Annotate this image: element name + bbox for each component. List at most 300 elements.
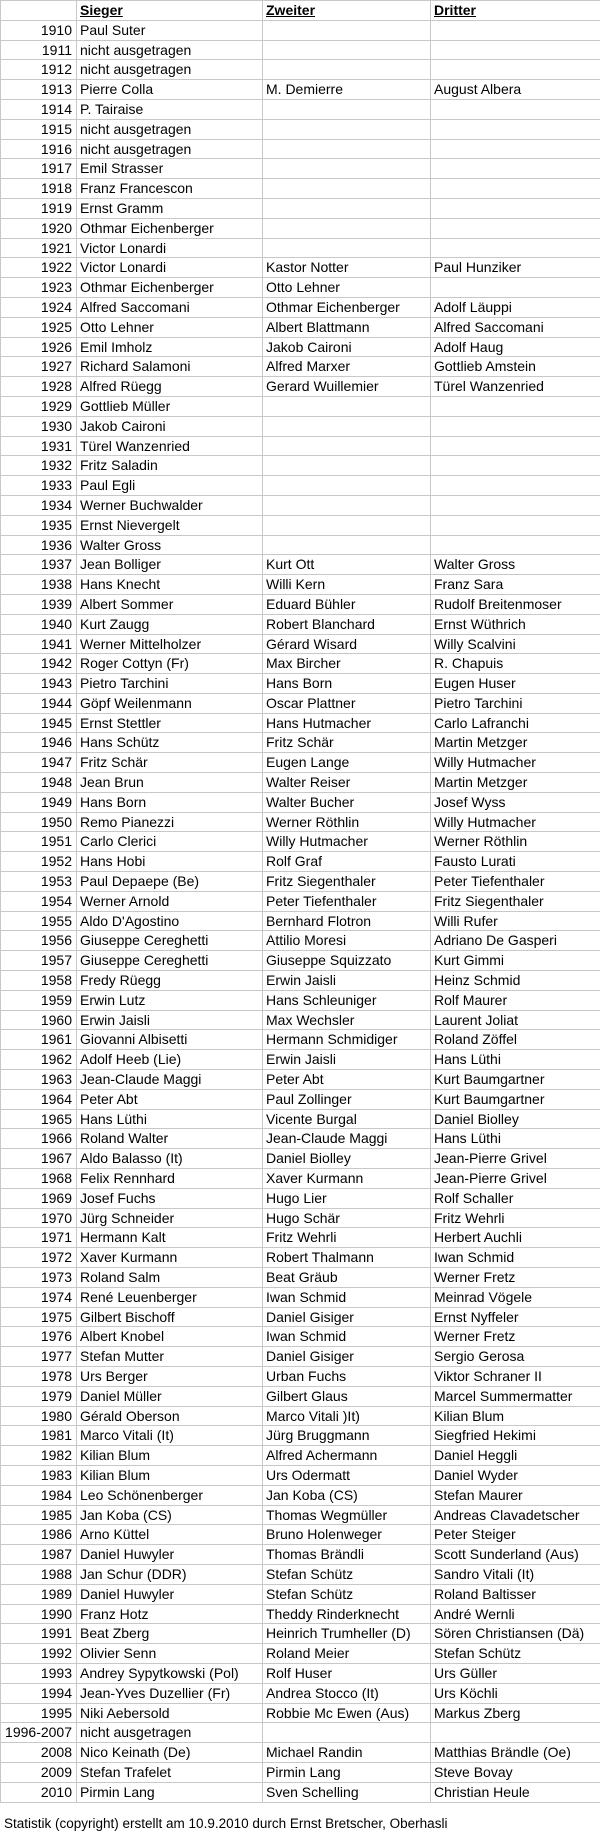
third-cell: Matthias Brändle (Oe) — [431, 1743, 600, 1763]
table-row — [1, 1426, 600, 1446]
winner-cell: nicht ausgetragen — [77, 139, 263, 159]
year-cell: 1925 — [1, 317, 77, 337]
winner-cell: P. Tairaise — [77, 99, 263, 119]
second-cell: Peter Abt — [263, 1070, 431, 1090]
winner-cell: Jan Koba (CS) — [77, 1505, 263, 1525]
winner-cell: Stefan Trafelet — [77, 1762, 263, 1782]
winner-cell: Albert Sommer — [77, 594, 263, 614]
third-cell: André Wernli — [431, 1604, 600, 1624]
third-cell: Rolf Schaller — [431, 1188, 600, 1208]
table-row — [1, 1406, 600, 1426]
table-row — [1, 1248, 600, 1268]
table-row — [1, 1723, 600, 1743]
third-cell: Werner Fretz — [431, 1327, 600, 1347]
second-cell: Paul Zollinger — [263, 1089, 431, 1109]
second-cell — [263, 515, 431, 535]
table-row — [1, 476, 600, 496]
table-row — [1, 1743, 600, 1763]
third-cell — [431, 139, 600, 159]
third-cell — [431, 20, 600, 40]
year-cell: 1938 — [1, 575, 77, 595]
table-row — [1, 1703, 600, 1723]
table-row — [1, 297, 600, 317]
winner-cell: Paul Depaepe (Be) — [77, 872, 263, 892]
year-cell: 1965 — [1, 1109, 77, 1129]
second-cell: Andrea Stocco (It) — [263, 1683, 431, 1703]
second-cell — [263, 396, 431, 416]
table-row — [1, 436, 600, 456]
winner-cell: Carlo Clerici — [77, 832, 263, 852]
second-cell: Otto Lehner — [263, 278, 431, 298]
year-cell: 1964 — [1, 1089, 77, 1109]
year-cell: 1958 — [1, 971, 77, 991]
table-row — [1, 674, 600, 694]
winner-cell: Fredy Rüegg — [77, 971, 263, 991]
third-cell — [431, 278, 600, 298]
third-cell: Christian Heule — [431, 1782, 600, 1802]
year-cell: 1955 — [1, 911, 77, 931]
second-cell: Michael Randin — [263, 1743, 431, 1763]
second-cell: Fritz Schär — [263, 733, 431, 753]
year-cell: 1956 — [1, 931, 77, 951]
third-cell: Fritz Wehrli — [431, 1208, 600, 1228]
second-cell: Daniel Biolley — [263, 1149, 431, 1169]
second-cell: Stefan Schütz — [263, 1564, 431, 1584]
second-cell — [263, 456, 431, 476]
second-cell: Iwan Schmid — [263, 1287, 431, 1307]
third-cell: Jean-Pierre Grivel — [431, 1169, 600, 1189]
year-cell: 1933 — [1, 476, 77, 496]
year-cell: 1942 — [1, 654, 77, 674]
table-row — [1, 1683, 600, 1703]
year-cell: 1941 — [1, 634, 77, 654]
third-cell: Marcel Summermatter — [431, 1386, 600, 1406]
winner-cell: Fritz Saladin — [77, 456, 263, 476]
table-row — [1, 1545, 600, 1565]
winner-cell: Kilian Blum — [77, 1446, 263, 1466]
table-row — [1, 852, 600, 872]
winner-cell: Emil Strasser — [77, 159, 263, 179]
winner-cell: Richard Salamoni — [77, 357, 263, 377]
second-cell: Gérard Wisard — [263, 634, 431, 654]
winner-cell: Jan Schur (DDR) — [77, 1564, 263, 1584]
third-cell: Kurt Baumgartner — [431, 1070, 600, 1090]
third-cell: Sören Christiansen (Dä) — [431, 1624, 600, 1644]
second-cell: Attilio Moresi — [263, 931, 431, 951]
winner-cell: Jean Bolliger — [77, 555, 263, 575]
year-cell: 1921 — [1, 238, 77, 258]
winner-cell: Kurt Zaugg — [77, 614, 263, 634]
third-cell: Türel Wanzenried — [431, 377, 600, 397]
third-cell: Werner Röthlin — [431, 832, 600, 852]
table-row — [1, 634, 600, 654]
table-row — [1, 971, 600, 991]
winner-cell: Othmar Eichenberger — [77, 278, 263, 298]
winner-cell: Leo Schönenberger — [77, 1485, 263, 1505]
third-cell — [431, 218, 600, 238]
winner-cell: Ernst Gramm — [77, 198, 263, 218]
third-cell: Stefan Schütz — [431, 1644, 600, 1664]
third-cell: Siegfried Hekimi — [431, 1426, 600, 1446]
third-cell: Ernst Nyffeler — [431, 1307, 600, 1327]
table-row — [1, 832, 600, 852]
third-cell: Urs Köchli — [431, 1683, 600, 1703]
year-cell: 1982 — [1, 1446, 77, 1466]
winner-cell: Jean Brun — [77, 773, 263, 793]
winner-cell: Werner Mittelholzer — [77, 634, 263, 654]
winner-cell: Alfred Rüegg — [77, 377, 263, 397]
winner-cell: Ernst Stettler — [77, 713, 263, 733]
year-cell: 1984 — [1, 1485, 77, 1505]
table-row — [1, 1307, 600, 1327]
year-cell: 1915 — [1, 119, 77, 139]
third-cell — [431, 238, 600, 258]
third-cell: Laurent Joliat — [431, 1010, 600, 1030]
header-third: Dritter — [431, 1, 600, 21]
year-cell: 1937 — [1, 555, 77, 575]
second-cell: Kurt Ott — [263, 555, 431, 575]
second-cell: Robert Blanchard — [263, 614, 431, 634]
third-cell — [431, 119, 600, 139]
third-cell: Pietro Tarchini — [431, 693, 600, 713]
table-row — [1, 377, 600, 397]
third-cell: Stefan Maurer — [431, 1485, 600, 1505]
year-cell: 1912 — [1, 60, 77, 80]
table-row — [1, 1644, 600, 1664]
third-cell: Markus Zberg — [431, 1703, 600, 1723]
winner-cell: Daniel Müller — [77, 1386, 263, 1406]
third-cell: Willy Scalvini — [431, 634, 600, 654]
table-row — [1, 693, 600, 713]
table-row — [1, 1287, 600, 1307]
winner-cell: nicht ausgetragen — [77, 119, 263, 139]
table-row — [1, 1386, 600, 1406]
year-cell: 1991 — [1, 1624, 77, 1644]
third-cell: Jean-Pierre Grivel — [431, 1149, 600, 1169]
second-cell — [263, 218, 431, 238]
second-cell: Rolf Graf — [263, 852, 431, 872]
year-cell: 1985 — [1, 1505, 77, 1525]
third-cell — [431, 436, 600, 456]
year-cell: 1957 — [1, 951, 77, 971]
table-row — [1, 238, 600, 258]
second-cell — [263, 1723, 431, 1743]
table-row — [1, 1485, 600, 1505]
year-cell: 1954 — [1, 891, 77, 911]
winner-cell: Gottlieb Müller — [77, 396, 263, 416]
third-cell: Martin Metzger — [431, 733, 600, 753]
winner-cell: Othmar Eichenberger — [77, 218, 263, 238]
table-row — [1, 1070, 600, 1090]
second-cell: Peter Tiefenthaler — [263, 891, 431, 911]
winner-cell: Jürg Schneider — [77, 1208, 263, 1228]
year-cell: 1989 — [1, 1584, 77, 1604]
winner-cell: Paul Suter — [77, 20, 263, 40]
third-cell — [431, 515, 600, 535]
table-row — [1, 1446, 600, 1466]
second-cell: Roland Meier — [263, 1644, 431, 1664]
winner-cell: Niki Aebersold — [77, 1703, 263, 1723]
winner-cell: Nico Keinath (De) — [77, 1743, 263, 1763]
year-cell: 1973 — [1, 1268, 77, 1288]
year-cell: 1970 — [1, 1208, 77, 1228]
second-cell — [263, 20, 431, 40]
year-cell: 1993 — [1, 1663, 77, 1683]
winner-cell: Jakob Caironi — [77, 416, 263, 436]
table-row — [1, 40, 600, 60]
table-row — [1, 1347, 600, 1367]
year-cell: 1916 — [1, 139, 77, 159]
year-cell: 1918 — [1, 179, 77, 199]
second-cell: Jan Koba (CS) — [263, 1485, 431, 1505]
winner-cell: Josef Fuchs — [77, 1188, 263, 1208]
second-cell: Urban Fuchs — [263, 1366, 431, 1386]
third-cell: Rudolf Breitenmoser — [431, 594, 600, 614]
third-cell: Sandro Vitali (It) — [431, 1564, 600, 1584]
third-cell: Kurt Baumgartner — [431, 1089, 600, 1109]
table-row — [1, 258, 600, 278]
second-cell — [263, 60, 431, 80]
second-cell — [263, 179, 431, 199]
winner-cell: Gilbert Bischoff — [77, 1307, 263, 1327]
table-row — [1, 1505, 600, 1525]
year-cell: 1949 — [1, 792, 77, 812]
third-cell: Adriano De Gasperi — [431, 931, 600, 951]
second-cell: Heinrich Trumheller (D) — [263, 1624, 431, 1644]
third-cell — [431, 495, 600, 515]
second-cell: Vicente Burgal — [263, 1109, 431, 1129]
year-cell: 1978 — [1, 1366, 77, 1386]
table-row — [1, 1228, 600, 1248]
table-row — [1, 1129, 600, 1149]
year-cell: 1934 — [1, 495, 77, 515]
table-row — [1, 654, 600, 674]
second-cell: Beat Gräub — [263, 1268, 431, 1288]
third-cell: Fausto Lurati — [431, 852, 600, 872]
year-cell: 1968 — [1, 1169, 77, 1189]
second-cell: Thomas Wegmüller — [263, 1505, 431, 1525]
winner-cell: Otto Lehner — [77, 317, 263, 337]
winner-cell: Arno Küttel — [77, 1525, 263, 1545]
second-cell: Fritz Wehrli — [263, 1228, 431, 1248]
table-row — [1, 1089, 600, 1109]
second-cell: Erwin Jaisli — [263, 1050, 431, 1070]
second-cell: Hugo Schär — [263, 1208, 431, 1228]
third-cell — [431, 179, 600, 199]
table-row — [1, 139, 600, 159]
table-row — [1, 396, 600, 416]
year-cell: 1986 — [1, 1525, 77, 1545]
third-cell — [431, 535, 600, 555]
year-cell: 1961 — [1, 1030, 77, 1050]
winner-cell: Alfred Saccomani — [77, 297, 263, 317]
winner-cell: Erwin Jaisli — [77, 1010, 263, 1030]
second-cell: Jean-Claude Maggi — [263, 1129, 431, 1149]
table-row — [1, 1624, 600, 1644]
third-cell: Josef Wyss — [431, 792, 600, 812]
year-cell: 2009 — [1, 1762, 77, 1782]
year-cell: 1951 — [1, 832, 77, 852]
year-cell: 1936 — [1, 535, 77, 555]
second-cell: Xaver Kurmann — [263, 1169, 431, 1189]
second-cell: Eduard Bühler — [263, 594, 431, 614]
table-row — [1, 20, 600, 40]
winner-cell: Hans Knecht — [77, 575, 263, 595]
second-cell: Willi Kern — [263, 575, 431, 595]
third-cell — [431, 1723, 600, 1743]
third-cell: Urs Güller — [431, 1663, 600, 1683]
third-cell: Iwan Schmid — [431, 1248, 600, 1268]
third-cell: Adolf Haug — [431, 337, 600, 357]
second-cell — [263, 119, 431, 139]
winner-cell: Aldo Balasso (It) — [77, 1149, 263, 1169]
year-cell: 1979 — [1, 1386, 77, 1406]
winner-cell: Jean-Claude Maggi — [77, 1070, 263, 1090]
third-cell: Willy Hutmacher — [431, 753, 600, 773]
winner-cell: Victor Lonardi — [77, 258, 263, 278]
second-cell: Albert Blattmann — [263, 317, 431, 337]
winner-cell: Emil Imholz — [77, 337, 263, 357]
second-cell: Werner Röthlin — [263, 812, 431, 832]
winner-cell: Roland Salm — [77, 1268, 263, 1288]
year-cell: 1976 — [1, 1327, 77, 1347]
year-cell: 1914 — [1, 99, 77, 119]
second-cell — [263, 40, 431, 60]
third-cell: Eugen Huser — [431, 674, 600, 694]
year-cell: 1971 — [1, 1228, 77, 1248]
winner-cell: Hans Lüthi — [77, 1109, 263, 1129]
third-cell: Daniel Heggli — [431, 1446, 600, 1466]
year-cell: 1950 — [1, 812, 77, 832]
winner-cell: Remo Pianezzi — [77, 812, 263, 832]
table-row — [1, 872, 600, 892]
winner-cell: Aldo D'Agostino — [77, 911, 263, 931]
second-cell: Jürg Bruggmann — [263, 1426, 431, 1446]
third-cell: Heinz Schmid — [431, 971, 600, 991]
year-cell: 1935 — [1, 515, 77, 535]
winner-cell: Urs Berger — [77, 1366, 263, 1386]
table-row — [1, 1050, 600, 1070]
second-cell: Alfred Marxer — [263, 357, 431, 377]
table-row — [1, 931, 600, 951]
table-row — [1, 119, 600, 139]
third-cell: Walter Gross — [431, 555, 600, 575]
year-cell: 2010 — [1, 1782, 77, 1802]
second-cell: Hans Schleuniger — [263, 990, 431, 1010]
winner-cell: Göpf Weilenmann — [77, 693, 263, 713]
table-row — [1, 792, 600, 812]
third-cell: August Albera — [431, 80, 600, 100]
third-cell: Ernst Wüthrich — [431, 614, 600, 634]
year-cell: 1932 — [1, 456, 77, 476]
winner-cell: Marco Vitali (It) — [77, 1426, 263, 1446]
table-row — [1, 911, 600, 931]
third-cell: Hans Lüthi — [431, 1129, 600, 1149]
header-winner: Sieger — [77, 1, 263, 21]
table-row — [1, 218, 600, 238]
winner-cell: Pietro Tarchini — [77, 674, 263, 694]
year-cell: 1911 — [1, 40, 77, 60]
second-cell: Jakob Caironi — [263, 337, 431, 357]
year-cell: 1977 — [1, 1347, 77, 1367]
second-cell — [263, 139, 431, 159]
third-cell: Scott Sunderland (Aus) — [431, 1545, 600, 1565]
winner-cell: Roger Cottyn (Fr) — [77, 654, 263, 674]
year-cell: 1910 — [1, 20, 77, 40]
second-cell: Urs Odermatt — [263, 1465, 431, 1485]
second-cell: Marco Vitali )It) — [263, 1406, 431, 1426]
year-cell: 1966 — [1, 1129, 77, 1149]
table-row — [1, 1525, 600, 1545]
table-row — [1, 1604, 600, 1624]
table-row — [1, 317, 600, 337]
third-cell: Roland Zöffel — [431, 1030, 600, 1050]
second-cell: Iwan Schmid — [263, 1327, 431, 1347]
table-row — [1, 773, 600, 793]
winner-cell: Gérald Oberson — [77, 1406, 263, 1426]
second-cell: Willy Hutmacher — [263, 832, 431, 852]
header-row — [1, 1, 600, 21]
second-cell: Robbie Mc Ewen (Aus) — [263, 1703, 431, 1723]
third-cell — [431, 198, 600, 218]
second-cell: Daniel Gisiger — [263, 1347, 431, 1367]
winner-cell: Stefan Mutter — [77, 1347, 263, 1367]
winner-cell: Andrey Sypytkowski (Pol) — [77, 1663, 263, 1683]
year-cell: 1928 — [1, 377, 77, 397]
third-cell: Steve Bovay — [431, 1762, 600, 1782]
second-cell — [263, 99, 431, 119]
table-row — [1, 1782, 600, 1802]
winner-cell: Daniel Huwyler — [77, 1545, 263, 1565]
table-row — [1, 337, 600, 357]
winner-cell: nicht ausgetragen — [77, 60, 263, 80]
third-cell — [431, 476, 600, 496]
winner-cell: Victor Lonardi — [77, 238, 263, 258]
year-cell: 2008 — [1, 1743, 77, 1763]
year-cell: 1923 — [1, 278, 77, 298]
second-cell: Max Bircher — [263, 654, 431, 674]
third-cell: Viktor Schraner II — [431, 1366, 600, 1386]
year-cell: 1975 — [1, 1307, 77, 1327]
winner-cell: Hans Schütz — [77, 733, 263, 753]
winner-cell: Werner Buchwalder — [77, 495, 263, 515]
year-cell: 1981 — [1, 1426, 77, 1446]
year-cell: 1959 — [1, 990, 77, 1010]
third-cell: Peter Steiger — [431, 1525, 600, 1545]
year-cell: 1974 — [1, 1287, 77, 1307]
table-row — [1, 812, 600, 832]
second-cell: Giuseppe Squizzato — [263, 951, 431, 971]
winner-cell: Pierre Colla — [77, 80, 263, 100]
third-cell: Peter Tiefenthaler — [431, 872, 600, 892]
second-cell: Hermann Schmidiger — [263, 1030, 431, 1050]
winner-cell: Giuseppe Cereghetti — [77, 951, 263, 971]
table-row — [1, 1663, 600, 1683]
year-cell: 1943 — [1, 674, 77, 694]
table-row — [1, 198, 600, 218]
year-cell: 1992 — [1, 1644, 77, 1664]
winner-cell: Albert Knobel — [77, 1327, 263, 1347]
table-row — [1, 416, 600, 436]
winner-cell: Franz Francescon — [77, 179, 263, 199]
table-row — [1, 1366, 600, 1386]
third-cell — [431, 40, 600, 60]
second-cell: Sven Schelling — [263, 1782, 431, 1802]
third-cell: Daniel Biolley — [431, 1109, 600, 1129]
table-row — [1, 753, 600, 773]
year-cell: 1913 — [1, 80, 77, 100]
table-row — [1, 733, 600, 753]
